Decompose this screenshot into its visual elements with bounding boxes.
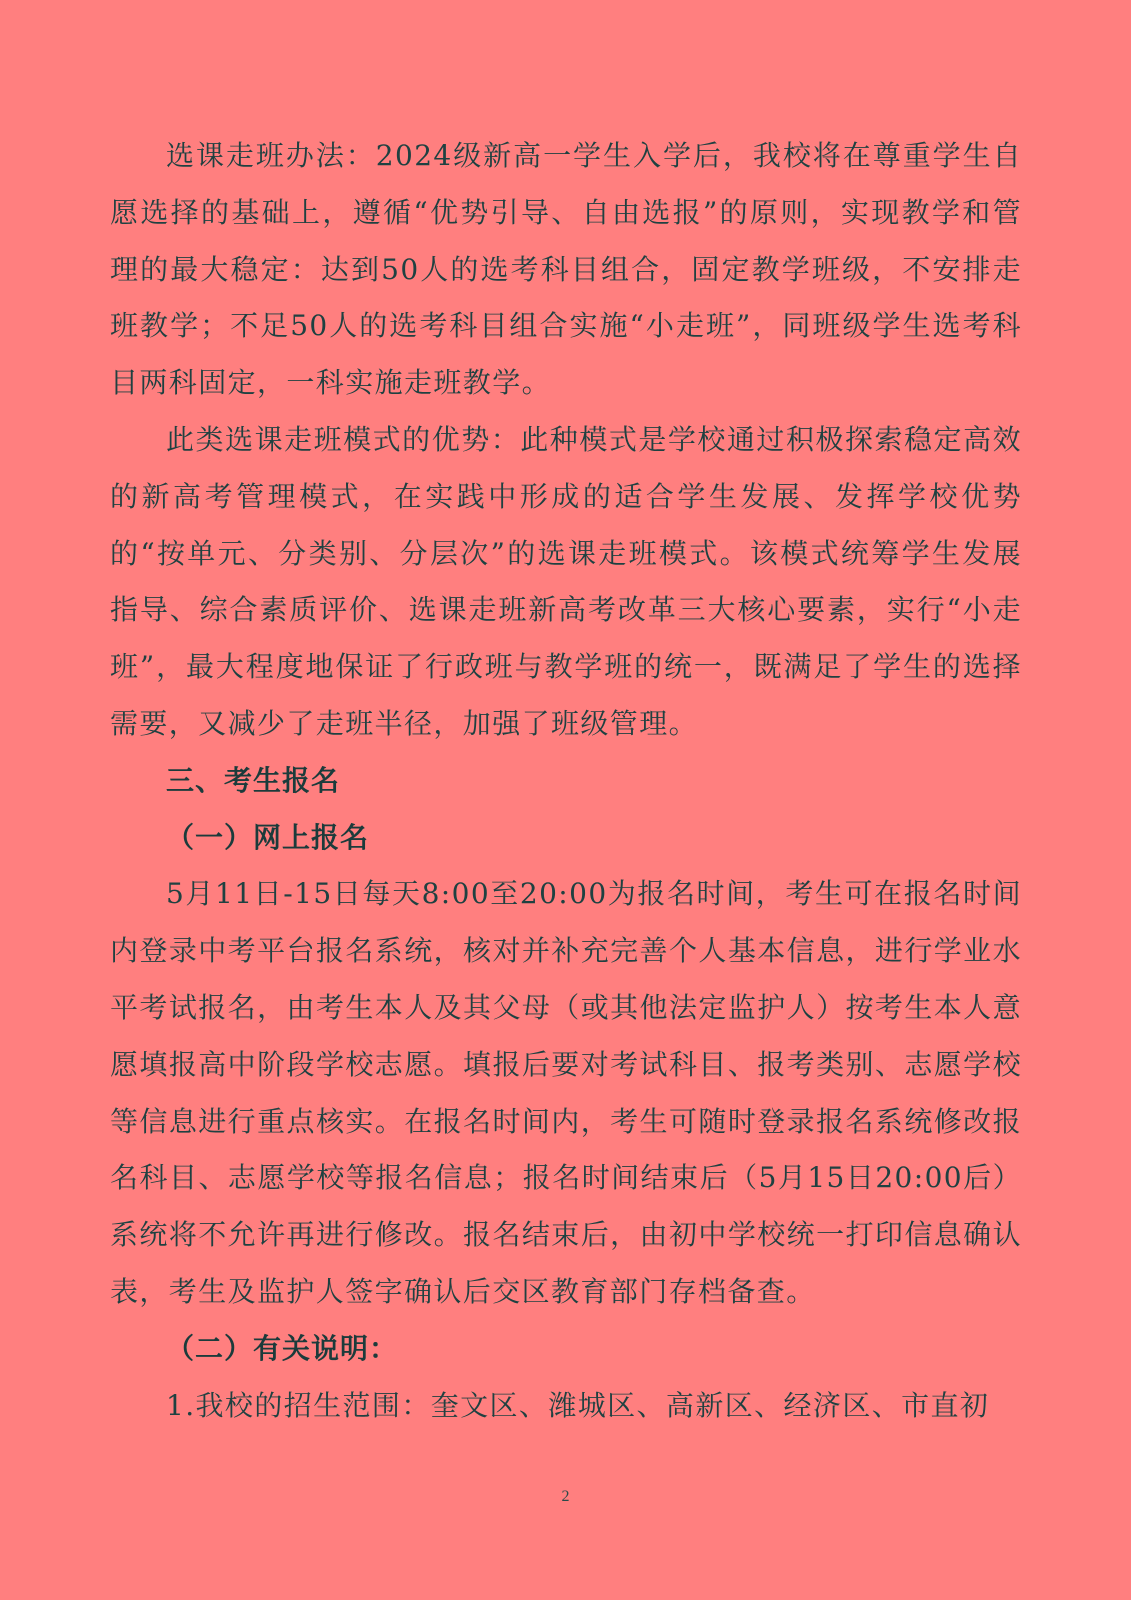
subsection-heading-online-registration: （一）网上报名 (166, 820, 370, 854)
paragraph-enrollment-scope: 1.我校的招生范围：奎文区、潍城区、高新区、经济区、市直初 (166, 1388, 990, 1422)
paragraph-course-selection-advantages: 此类选课走班模式的优势：此种模式是学校通过积极探索稳定高效的新高考管理模式，在实践中形成的适合学生发展、发挥学校优势的“按单元、分类别、分层次”的选课走班模式。该模式统筹学生发展指导、综合素质评价、选课走班新高考改革三大核心要素，实行“小走班”，最大程度地保证了行政班与教学班的统一，既满足了学生的选择需要，又减少了走班半径，加强了班级管理。 (110, 422, 1022, 740)
page-number: 2 (561, 1488, 570, 1505)
paragraph-course-selection-method: 选课走班办法：2024级新高一学生入学后，我校将在尊重学生自愿选择的基础上，遵循“优势引导、自由选报”的原则，实现教学和管理的最大稳定：达到50人的选考科目组合，固定教学班级，不安排走班教学；不足50人的选考科目组合实施“小走班”，同班级学生选考科目两科固定，一科实施走班教学。 (110, 139, 1022, 400)
subsection-heading-notes: （二）有关说明： (166, 1331, 399, 1365)
document-body (110, 128, 1022, 1434)
section-heading-registration: 三、考生报名 (166, 763, 341, 797)
paragraph-online-registration: 5月11日-15日每天8:00至20:00为报名时间，考生可在报名时间内登录中考平台报名系统，核对并补充完善个人基本信息，进行学业水平考试报名，由考生本人及其父母（或其他法定监护人）按考生本人意愿填报高中阶段学校志愿。填报后要对考试科目、报考类别、志愿学校等信息进行重点核实。在报名时间内，考生可随时登录报名系统修改报名科目、志愿学校等报名信息；报名时间结束后（5月15日20:00后）系统将不允许再进行修改。报名结束后，由初中学校统一打印信息确认表，考生及监护人签字确认后交区教育部门存档备查。 (110, 877, 1022, 1308)
